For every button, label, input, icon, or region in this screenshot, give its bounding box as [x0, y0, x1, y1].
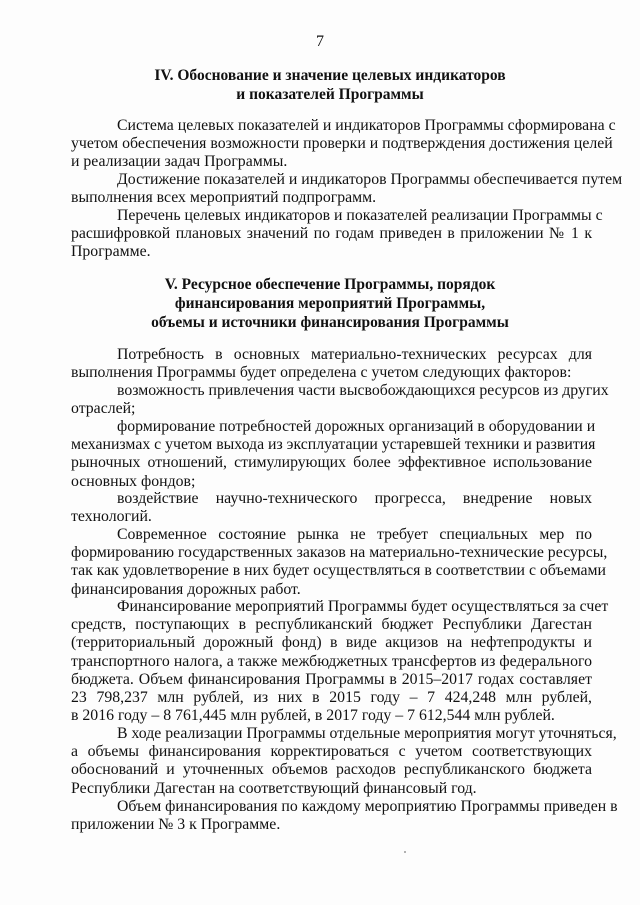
- paragraph: [71, 346, 592, 382]
- text-line: В ходе реализации Программы отдельные мероприятия могут уточняться,: [117, 725, 617, 742]
- heading-line: и показателей Программы: [236, 86, 424, 103]
- text-line: расшифровкой плановых значений по годам приведен в приложении № 1 к: [71, 225, 592, 243]
- text-line: отраслей;: [71, 400, 136, 418]
- text-line: основных фондов;: [71, 472, 196, 490]
- scan-speck: [404, 851, 406, 853]
- text-line: возможность привлечения части высвобождающихся ресурсов из других: [117, 382, 609, 399]
- text-line: учетом обеспечения возможности проверки и подтверждения достижения целей: [71, 135, 613, 153]
- text-line: Перечень целевых индикаторов и показателей реализации Программы с: [117, 207, 603, 224]
- paragraph: [71, 171, 623, 207]
- text-line: формирование потребностей дорожных организаций в оборудовании и: [117, 418, 596, 435]
- text-line: (территориальный дорожный фонд) в виде акцизов на нефтепродукты и: [71, 634, 592, 652]
- text-line: воздействие научно-технического прогресса, внедрение новых: [117, 490, 592, 507]
- paragraph: [71, 117, 616, 172]
- text-line: 23 798,237 млн рублей, из них в 2015 году – 7 424,248 млн рублей,: [71, 688, 592, 706]
- heading-line: объемы и источники финансирования Программы: [151, 314, 509, 331]
- paragraph: [71, 598, 609, 725]
- text-line: рыночных отношений, стимулирующих более эффективное использование: [71, 454, 592, 472]
- section-5-heading: [60, 275, 600, 332]
- text-line: и реализации задач Программы.: [71, 153, 288, 171]
- text-line: Программе.: [71, 243, 151, 261]
- text-line: в 2016 году – 8 761,445 млн рублей, в 2017 году – 7 612,544 млн рублей.: [71, 707, 555, 725]
- heading-line: финансирования мероприятий Программы,: [174, 295, 486, 312]
- text-line: транспортного налога, а также межбюджетных трансфертов из федерального: [71, 652, 592, 670]
- paragraph: [71, 207, 603, 262]
- paragraph: [71, 526, 608, 599]
- heading-line: V. Ресурсное обеспечение Программы, порядок: [164, 276, 496, 293]
- text-line: Современное состояние рынка не требует специальных мер по: [117, 526, 592, 543]
- paragraph: [71, 490, 592, 526]
- text-line: Республики Дагестан на соответствующий финансовый год.: [71, 779, 477, 797]
- text-line: так как удовлетворение в них будет осуществляться в соответствии с объемами: [71, 562, 606, 580]
- paragraph: [71, 725, 617, 798]
- page-number: 7: [316, 33, 324, 50]
- text-line: Потребность в основных материально-технических ресурсах для: [117, 346, 592, 363]
- text-line: технологий.: [71, 508, 152, 526]
- text-line: финансирования дорожных работ.: [71, 580, 301, 598]
- text-line: Система целевых показателей и индикаторов Программы сформирована с: [117, 117, 616, 134]
- text-line: Финансирование мероприятий Программы будет осуществляться за счет: [117, 598, 609, 615]
- section-4-heading: [60, 66, 600, 104]
- text-line: выполнения всех мероприятий подпрограмм.: [71, 189, 377, 207]
- text-line: бюджета. Объем финансирования Программы в 2015–2017 годах составляет: [71, 670, 592, 688]
- text-line: выполнения Программы будет определена с учетом следующих факторов:: [71, 364, 572, 382]
- text-line: средств, поступающих в республиканский бюджет Республики Дагестан: [71, 616, 592, 634]
- text-line: формированию государственных заказов на материально-технические ресурсы,: [71, 544, 608, 562]
- text-line: механизмах с учетом выхода из эксплуатации устаревшей техники и развития: [71, 436, 596, 454]
- paragraph: [71, 382, 609, 418]
- text-line: приложении № 3 к Программе.: [71, 816, 281, 834]
- paragraph: [71, 798, 618, 834]
- text-line: обоснований и уточненных объемов расходов республиканского бюджета: [71, 761, 592, 779]
- text-line: Объем финансирования по каждому мероприятию Программы приведен в: [117, 798, 618, 815]
- paragraph: [71, 418, 596, 491]
- text-line: а объемы финансирования корректироваться с учетом соответствующих: [71, 743, 592, 761]
- heading-line: IV. Обоснование и значение целевых индикаторов: [154, 67, 506, 84]
- text-line: Достижение показателей и индикаторов Программы обеспечивается путем: [117, 171, 623, 188]
